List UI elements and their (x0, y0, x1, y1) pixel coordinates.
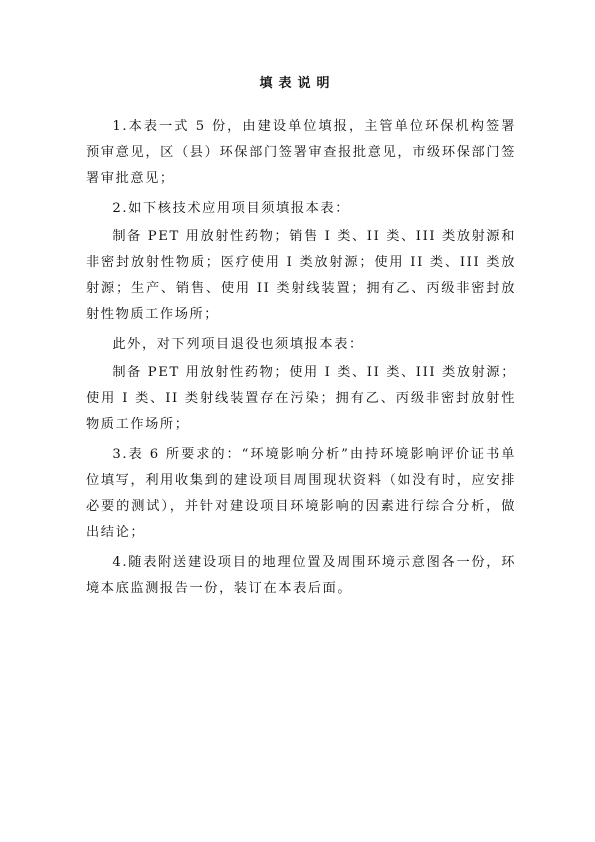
instruction-paragraph-7: 4.随表附送建设项目的地理位置及周围环境示意图各一份，环境本底监测报告一份，装订在本表后面。 (86, 555, 516, 596)
instruction-paragraph-3: 制备 PET 用放射性药物；销售 I 类、II 类、III 类放射源和非密封放射性物质；医疗使用 I 类放射源；使用 II 类、III 类放射源；生产、销售、使用 II 类射线装置；拥有乙、丙级非密封放射性物质工作场所； (86, 229, 516, 322)
instruction-paragraph-1: 1.本表一式 5 份，由建设单位填报，主管单位环保机构签署预审意见，区（县）环保部门签署审查报批意见，市级环保部门签署审批意见； (86, 119, 516, 186)
instructions-body (86, 114, 516, 606)
instruction-paragraph-4: 此外，对下列项目退役也须填报本表： (112, 337, 364, 352)
instruction-paragraph-6: 3.表 6 所要求的：“环境影响分析”由持环境影响评价证书单位填写，利用收集到的建设项目周围现状资料（如没有时，应安排必要的测试），并针对建设项目环境影响的因素进行综合分析，做出结论； (86, 447, 516, 540)
instruction-paragraph-5: 制备 PET 用放射性药物；使用 I 类、II 类、III 类放射源；使用 I 类、II 类射线装置存在污染；拥有乙、丙级非密封放射性物质工作场所； (86, 365, 516, 432)
instruction-paragraph-2: 2.如下核技术应用项目须填报本表： (112, 201, 350, 216)
page-title: 填表说明 (259, 76, 336, 91)
